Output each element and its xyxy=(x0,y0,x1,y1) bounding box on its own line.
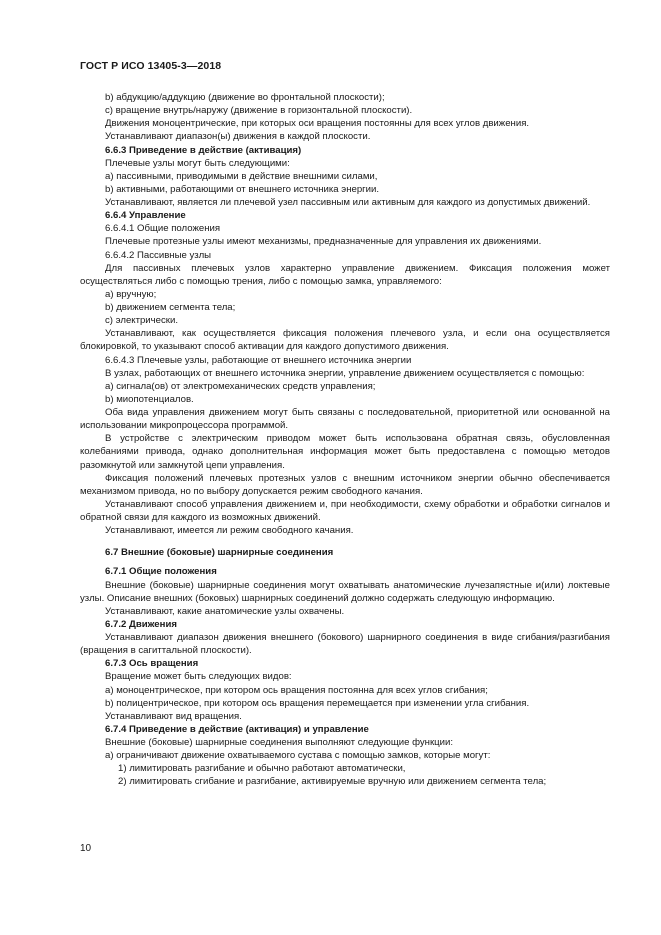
paragraph: 6.6.4.2 Пассивные узлы xyxy=(105,249,212,261)
paragraph: Плечевые узлы могут быть следующими: xyxy=(105,157,290,169)
paragraph: Плечевые протезные узлы имеют механизмы, предназначенные для управления их движениями. xyxy=(105,236,542,248)
document-header: ГОСТ Р ИСО 13405-3—2018 xyxy=(80,60,222,72)
paragraph: b) активными, работающими от внешнего источника энергии. xyxy=(105,183,380,195)
document-body xyxy=(80,91,610,789)
paragraph: b) абдукцию/аддукцию (движение во фронтальной плоскости); xyxy=(105,92,385,103)
paragraph: а) моноцентрическое, при котором ось вращения постоянна для всех углов сгибания; xyxy=(105,684,488,696)
paragraph: а) ограничивают движение охватываемого сустава с помощью замков, которые могут: xyxy=(105,750,491,762)
paragraph: b) миопотенциалов. xyxy=(105,393,194,405)
paragraph: b) движением сегмента тела; xyxy=(105,302,236,313)
paragraph: 2) лимитировать сгибание и разгибание, активируемые вручную или движением сегмента тела; xyxy=(118,776,547,788)
paragraph: В устройстве с электрическим приводом может быть использована обратная связь, обусловленная колебаниями привода, однако дополнительная информация может быть предоставлена с помощью методов разомкнутой или замкнутой цепи управления. xyxy=(80,433,610,471)
paragraph: Оба вида управления движением могут быть связаны с последовательной, приоритетной или основанной на использовании микропроцессора программой. xyxy=(80,407,610,432)
paragraph: b) полицентрическое, при котором ось вращения перемещается при изменении угла сгибания. xyxy=(105,697,530,709)
paragraph: Устанавливают, как осуществляется фиксация положения плечевого узла, и если она осуществляется блокировкой, то указывают способ активации для каждого допустимого движения. xyxy=(80,328,610,353)
section-heading: 6.7.1 Общие положения xyxy=(105,566,217,578)
paragraph: а) вручную; xyxy=(105,288,157,300)
section-heading: 6.6.4 Управление xyxy=(105,210,186,222)
page-number: 10 xyxy=(80,843,92,854)
section-heading: 6.7 Внешние (боковые) шарнирные соединения xyxy=(105,547,334,559)
paragraph: 1) лимитировать разгибание и обычно работают автоматически, xyxy=(118,763,406,775)
paragraph: Устанавливают диапазон движения внешнего (бокового) шарнирного соединения в виде сгибания/разгибания (вращения в сагиттальной плоскости). xyxy=(80,632,610,657)
paragraph: а) пассивными, приводимыми в действие внешними силами, xyxy=(105,170,378,182)
paragraph: с) вращение внутрь/наружу (движение в горизонтальной плоскости). xyxy=(105,105,413,117)
paragraph: Устанавливают, какие анатомические узлы охвачены. xyxy=(105,605,345,617)
paragraph: 6.6.4.3 Плечевые узлы, работающие от внешнего источника энергии xyxy=(105,354,412,366)
paragraph: Фиксация положений плечевых протезных узлов с внешним источником энергии обычно обеспечивается механизмом привода, но по выбору допускается режим свободного качания. xyxy=(80,472,610,497)
paragraph: Устанавливают вид вращения. xyxy=(105,710,242,722)
paragraph: Внешние (боковые) шарнирные соединения могут охватывать анатомические лучезапястные и(или) локтевые узлы. Описание внешних (боковых) шарнирных соединений должно содержать следующую информацию. xyxy=(80,579,610,604)
paragraph: 6.6.4.1 Общие положения xyxy=(105,223,221,235)
section-heading: 6.6.3 Приведение в действие (активация) xyxy=(105,144,302,156)
section-heading: 6.7.2 Движения xyxy=(105,618,177,630)
paragraph: Для пассивных плечевых узлов характерно управление движением. Фиксация положения может осуществляться либо с помощью трения, либо с помощью замка, управляемого: xyxy=(80,262,610,287)
paragraph: Вращение может быть следующих видов: xyxy=(105,671,292,683)
paragraph: Устанавливают диапазон(ы) движения в каждой плоскости. xyxy=(105,131,371,143)
paragraph: В узлах, работающих от внешнего источника энергии, управление движением осуществляется с помощью: xyxy=(105,367,585,379)
paragraph: с) электрически. xyxy=(105,315,179,327)
section-heading: 6.7.4 Приведение в действие (активация) и управление xyxy=(105,723,369,735)
paragraph: а) сигнала(ов) от электромеханических средств управления; xyxy=(105,380,376,392)
paragraph: Устанавливают, имеется ли режим свободного качания. xyxy=(105,525,354,537)
paragraph: Внешние (боковые) шарнирные соединения выполняют следующие функции: xyxy=(105,737,454,748)
paragraph: Движения моноцентрические, при которых оси вращения постоянны для всех углов движения. xyxy=(105,118,530,130)
section-heading: 6.7.3 Ось вращения xyxy=(105,658,199,670)
paragraph: Устанавливают, является ли плечевой узел пассивным или активным для каждого из допустимых движений. xyxy=(105,197,591,208)
paragraph: Устанавливают способ управления движением и, при необходимости, схему обработки и обработки сигналов и обратной связи для каждого из возможных движений. xyxy=(80,498,610,523)
